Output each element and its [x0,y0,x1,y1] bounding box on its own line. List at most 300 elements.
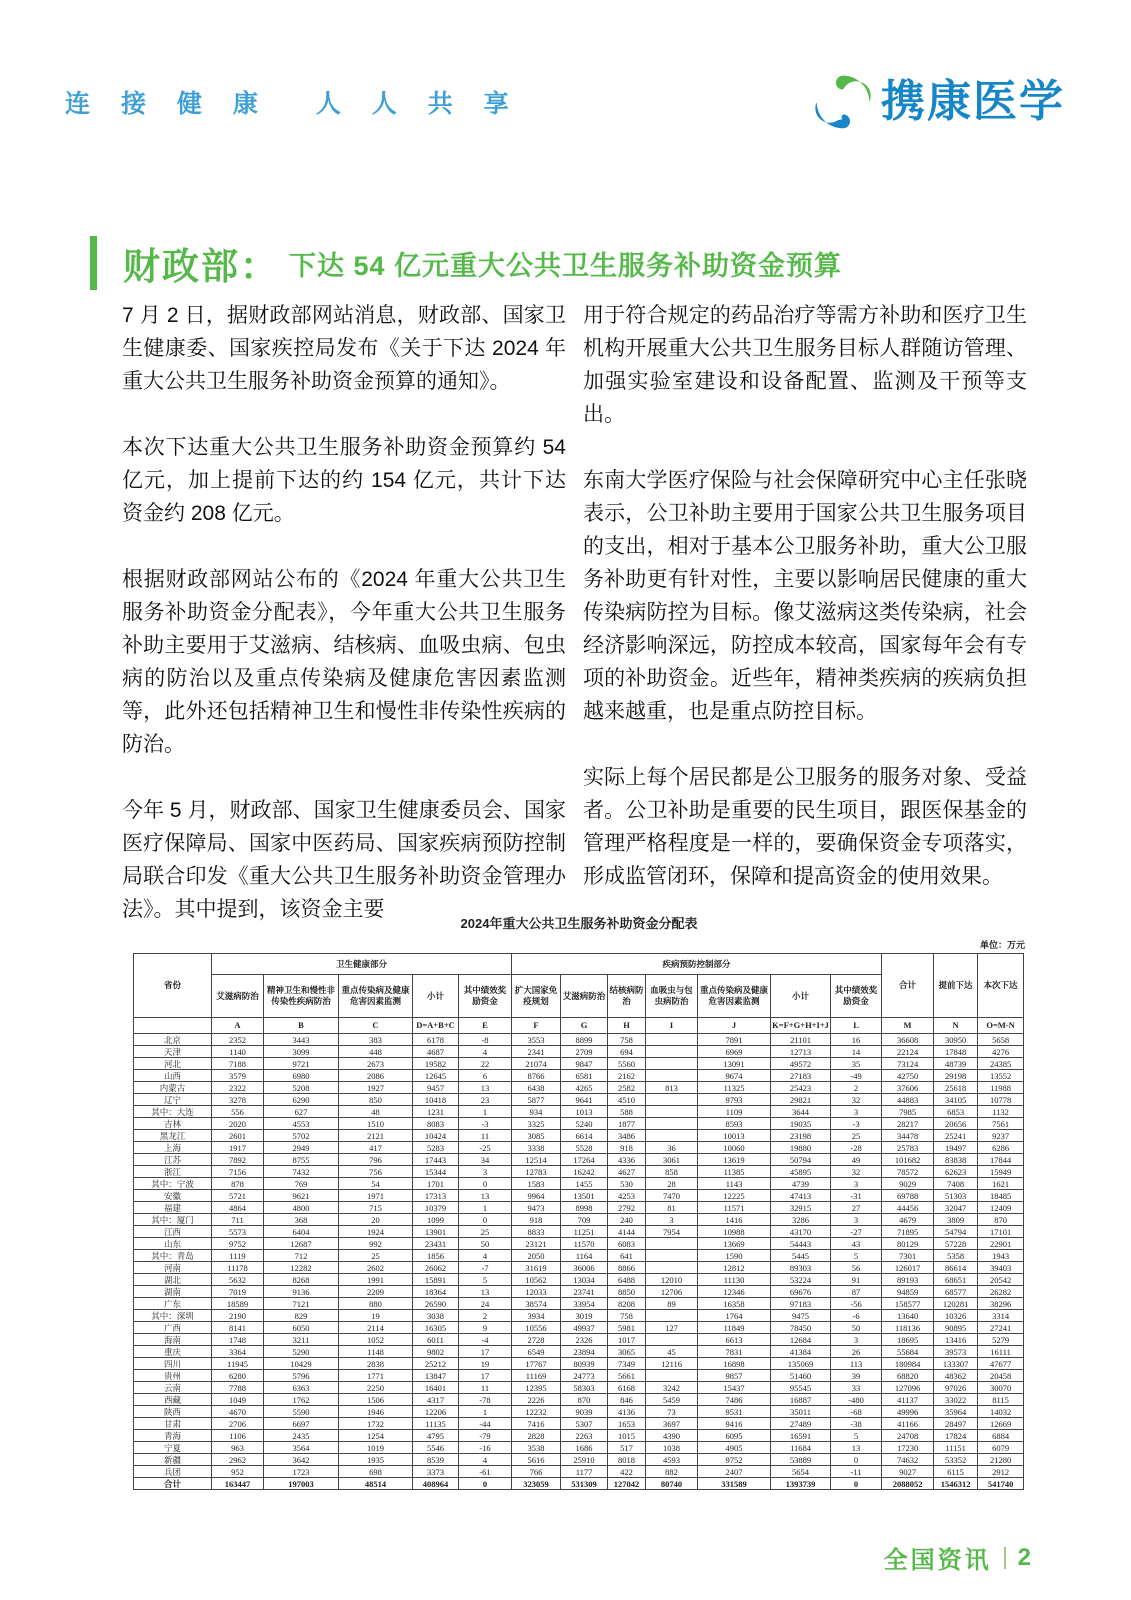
letter-cell: D=A+B+C [413,1018,459,1034]
value-cell [646,1046,698,1058]
value-cell: 74632 [882,1454,934,1466]
value-cell: 27241 [978,1322,1024,1334]
value-cell: 48 [339,1106,413,1118]
value-cell: 9473 [512,1202,561,1214]
paragraph: 用于符合规定的药品治疗等需方补助和医疗卫生机构开展重大公共卫生服务目标人群随访管理、加强实验室建设和设备配置、监测及干预等支出。 [583,304,1027,426]
value-cell: 7891 [698,1034,771,1046]
province-cell: 内蒙古 [134,1082,212,1094]
value-cell: 2326 [561,1334,608,1346]
paragraph: 东南大学医疗保险与社会保障研究中心主任张晓表示，公卫补助主要用于国家公共卫生服务项目的支出，相对于基本公卫服务补助，重大公卫服务补助更有针对性，主要以影响居民健康的重大传染病防控为目标。像艾滋病这类传染病，社会经济影响深远，防控成本较高，国家每年会有专项的补助资金。近些年，精神类疾病的疾病负担越来越重，也是重点防控目标。 [583,469,1027,723]
article-title: 下达 54 亿元重大公共卫生服务补助资金预算 [289,250,843,281]
value-cell: 3278 [212,1094,264,1106]
masthead-slogan [65,84,521,120]
table-title: 2024年重大公共卫生服务补助资金分配表 [460,916,698,931]
value-cell: 1052 [339,1334,413,1346]
value-cell: 41137 [882,1394,934,1406]
province-cell: 合计 [134,1478,212,1490]
brand-swirl-icon [815,74,871,130]
value-cell: 8766 [512,1070,561,1082]
value-cell: 13669 [698,1238,771,1250]
value-cell: 756 [339,1166,413,1178]
value-cell: 35 [831,1058,882,1070]
value-cell: 715 [339,1202,413,1214]
value-cell: 62623 [934,1166,978,1178]
value-cell: 1917 [212,1142,264,1154]
value-cell: 1015 [608,1430,646,1442]
value-cell: 2962 [212,1454,264,1466]
value-cell: 78450 [771,1322,831,1334]
value-cell: 34478 [882,1130,934,1142]
value-cell: 6280 [212,1370,264,1382]
table-row [134,1034,1024,1046]
value-cell: 9237 [978,1130,1024,1142]
value-cell [646,1250,698,1262]
value-cell: 53224 [771,1274,831,1286]
value-cell: 6079 [978,1442,1024,1454]
value-cell: 29198 [934,1070,978,1082]
value-cell: 80740 [646,1478,698,1490]
value-cell: 846 [608,1394,646,1406]
value-cell: 48514 [339,1478,413,1490]
province-cell: 新疆 [134,1454,212,1466]
value-cell: 20542 [978,1274,1024,1286]
group1-header: 卫生健康部分 [212,954,512,975]
value-cell: 97026 [934,1382,978,1394]
value-cell: 878 [212,1178,264,1190]
value-cell: 25241 [934,1130,978,1142]
value-cell: 80939 [561,1358,608,1370]
total-header: 合计 [882,954,934,1018]
value-cell: 240 [608,1214,646,1226]
value-cell: 1038 [646,1442,698,1454]
value-cell: 12282 [264,1262,339,1274]
value-cell: 5573 [212,1226,264,1238]
province-cell: 宁夏 [134,1442,212,1454]
value-cell: 8593 [698,1118,771,1130]
value-cell: 41166 [882,1418,934,1430]
value-cell: 1 [459,1202,512,1214]
value-cell: 5616 [512,1454,561,1466]
value-cell: 12395 [512,1382,561,1394]
value-cell: -16 [459,1442,512,1454]
value-cell: 68577 [934,1286,978,1298]
value-cell: 1164 [561,1250,608,1262]
value-cell: 34105 [934,1094,978,1106]
value-cell: 19880 [771,1142,831,1154]
value-cell: 53352 [934,1454,978,1466]
value-cell: -3 [831,1118,882,1130]
value-cell: 47413 [771,1190,831,1202]
value-cell: 7416 [512,1418,561,1430]
value-cell: 7831 [698,1346,771,1358]
value-cell: 11684 [771,1442,831,1454]
province-cell: 兵团 [134,1466,212,1478]
table-row [134,1466,1024,1478]
value-cell: 3538 [512,1442,561,1454]
province-cell: 甘肃 [134,1418,212,1430]
value-cell: 7301 [882,1250,934,1262]
value-cell: 12706 [646,1286,698,1298]
value-cell: 6884 [978,1430,1024,1442]
value-cell [646,1262,698,1274]
value-cell: 6404 [264,1226,339,1238]
value-cell: 13501 [561,1190,608,1202]
value-cell: 42750 [882,1070,934,1082]
col-header: 扩大国家免疫规划 [512,975,561,1018]
table-row [134,1406,1024,1418]
value-cell: 796 [339,1154,413,1166]
value-cell: 10379 [413,1202,459,1214]
value-cell: 5632 [212,1274,264,1286]
value-cell: 4670 [212,1406,264,1418]
province-cell: 上海 [134,1142,212,1154]
value-cell: 7432 [264,1166,339,1178]
province-cell: 吉林 [134,1118,212,1130]
value-cell: 17824 [934,1430,978,1442]
value-cell: 2 [831,1082,882,1094]
value-cell: 850 [339,1094,413,1106]
value-cell: 11135 [413,1418,459,1430]
table-row [134,1082,1024,1094]
value-cell [646,1238,698,1250]
value-cell: 71895 [882,1226,934,1238]
value-cell: 54794 [934,1226,978,1238]
province-cell: 重庆 [134,1346,212,1358]
value-cell: 34 [459,1154,512,1166]
province-cell: 湖北 [134,1274,212,1286]
value-cell: 5796 [264,1370,339,1382]
value-cell: 101682 [882,1154,934,1166]
value-cell: 882 [646,1466,698,1478]
value-cell: 1686 [561,1442,608,1454]
value-cell: 1 [459,1406,512,1418]
province-cell: 辽宁 [134,1094,212,1106]
value-cell: 1924 [339,1226,413,1238]
value-cell: 14 [831,1046,882,1058]
value-cell: 43170 [771,1226,831,1238]
table-row [134,1202,1024,1214]
paragraph: 实际上每个居民都是公卫服务的服务对象、受益者。公卫补助是重要的民生项目，跟医保基金的管理严格程度是一样的，要确保资金专项落实，形成监管闭环，保障和提高资金的使用效果。 [583,766,1027,888]
value-cell: 4265 [561,1082,608,1094]
value-cell: 13 [459,1190,512,1202]
value-cell: 39573 [934,1346,978,1358]
value-cell: 698 [339,1466,413,1478]
value-cell: 1946 [339,1406,413,1418]
value-cell: 2792 [608,1202,646,1214]
value-cell: 12812 [698,1262,771,1274]
value-cell: 3 [459,1166,512,1178]
value-cell: 133307 [934,1358,978,1370]
value-cell: 6363 [264,1382,339,1394]
value-cell: 4276 [978,1046,1024,1058]
value-cell: 68651 [934,1274,978,1286]
value-cell: 7156 [212,1166,264,1178]
table-row [134,1346,1024,1358]
value-cell: 2190 [212,1310,264,1322]
value-cell: 17767 [512,1358,561,1370]
value-cell: 5290 [264,1346,339,1358]
table-row [134,1370,1024,1382]
value-cell: 408964 [413,1478,459,1490]
value-cell: 4864 [212,1202,264,1214]
value-cell: 27 [831,1202,882,1214]
value-cell: 4253 [608,1190,646,1202]
value-cell: 6969 [698,1046,771,1058]
value-cell: 2601 [212,1130,264,1142]
value-cell: 5590 [264,1406,339,1418]
value-cell: 2728 [512,1334,561,1346]
value-cell: 9457 [413,1082,459,1094]
value-cell: 163447 [212,1478,264,1490]
value-cell: 829 [264,1310,339,1322]
letter-cell: K=F+G+H+I+J [771,1018,831,1034]
value-cell: 8141 [212,1322,264,1334]
value-cell: 25783 [882,1142,934,1154]
letter-cell: N [934,1018,978,1034]
value-cell: 5560 [608,1058,646,1070]
table-row [134,1418,1024,1430]
value-cell: 1877 [608,1118,646,1130]
value-cell: 23198 [771,1130,831,1142]
value-cell: 4739 [771,1178,831,1190]
value-cell: 18364 [413,1286,459,1298]
table-row [134,1178,1024,1190]
value-cell: 0 [459,1178,512,1190]
value-cell: 1132 [978,1106,1024,1118]
value-cell [646,1034,698,1046]
value-cell: 47677 [978,1358,1024,1370]
value-cell: 4905 [698,1442,771,1454]
value-cell: 25618 [934,1082,978,1094]
value-cell: 17230 [882,1442,934,1454]
value-cell: 12010 [646,1274,698,1286]
value-cell: 17264 [561,1154,608,1166]
value-cell: 12645 [413,1070,459,1082]
value-cell: -28 [831,1142,882,1154]
value-cell: 12232 [512,1406,561,1418]
table-row [134,1046,1024,1058]
group2-header: 疾病预防控制部分 [512,954,882,975]
value-cell: 15949 [978,1166,1024,1178]
value-cell: 4390 [646,1430,698,1442]
value-cell: 8539 [413,1454,459,1466]
value-cell: 9721 [264,1058,339,1070]
value-cell: 89193 [882,1274,934,1286]
value-cell: 4510 [608,1094,646,1106]
value-cell: 4687 [413,1046,459,1058]
value-cell: 0 [831,1478,882,1490]
value-cell: 13552 [978,1070,1024,1082]
table-row [134,1442,1024,1454]
value-cell: 1013 [561,1106,608,1118]
value-cell: 3 [831,1178,882,1190]
value-cell: 4317 [413,1394,459,1406]
value-cell: 22124 [882,1046,934,1058]
value-cell: 880 [339,1298,413,1310]
value-cell: 10988 [698,1226,771,1238]
table-body [134,1034,1024,1490]
value-cell: 5459 [646,1394,698,1406]
value-cell: 3 [831,1214,882,1226]
value-cell: 26062 [413,1262,459,1274]
value-cell: 86614 [934,1262,978,1274]
value-cell: 4 [459,1250,512,1262]
value-cell: -4 [459,1334,512,1346]
value-cell: 1856 [413,1250,459,1262]
value-cell: 27183 [771,1070,831,1082]
value-cell: 16242 [561,1166,608,1178]
value-cell: 78572 [882,1166,934,1178]
value-cell: 1590 [698,1250,771,1262]
footer-separator [1004,1547,1006,1569]
letter-cell: J [698,1018,771,1034]
value-cell: 6 [459,1070,512,1082]
value-cell: 11945 [212,1358,264,1370]
value-cell: 1140 [212,1046,264,1058]
value-cell: 6614 [561,1130,608,1142]
table-row [134,1298,1024,1310]
value-cell: 952 [212,1466,264,1478]
value-cell: 35011 [771,1406,831,1418]
value-cell: 7019 [212,1286,264,1298]
value-cell: 7561 [978,1118,1024,1130]
article-body [122,299,1027,959]
province-cell: 安徽 [134,1190,212,1202]
value-cell: 29821 [771,1094,831,1106]
allocation-table-section [133,913,1025,1490]
value-cell: 19 [339,1310,413,1322]
value-cell: 126017 [882,1262,934,1274]
value-cell: 5528 [561,1142,608,1154]
value-cell: 368 [264,1214,339,1226]
value-cell: 20 [339,1214,413,1226]
value-cell: 2602 [339,1262,413,1274]
value-cell: 12346 [698,1286,771,1298]
value-cell: 3038 [413,1310,459,1322]
group-header-row [134,954,1024,975]
province-cell: 青海 [134,1430,212,1442]
value-cell: 7985 [882,1106,934,1118]
value-cell: 90895 [934,1322,978,1334]
value-cell: 32047 [934,1202,978,1214]
value-cell: 10562 [512,1274,561,1286]
col-header: 其中绩效奖励资金 [459,975,512,1018]
value-cell: 1148 [339,1346,413,1358]
value-cell: 25212 [413,1358,459,1370]
value-cell: 13901 [413,1226,459,1238]
value-cell: 12687 [264,1238,339,1250]
table-row [134,1058,1024,1070]
table-row [134,1214,1024,1226]
province-cell: 山东 [134,1238,212,1250]
value-cell: 1943 [978,1250,1024,1262]
value-cell: 2435 [264,1430,339,1442]
value-cell: -49 [831,1070,882,1082]
value-cell: 6697 [264,1418,339,1430]
value-cell: 38296 [978,1298,1024,1310]
value-cell: 1416 [698,1214,771,1226]
value-cell: 11151 [934,1442,978,1454]
value-cell: 4 [459,1454,512,1466]
value-cell: 49937 [561,1322,608,1334]
value-cell: 48739 [934,1058,978,1070]
value-cell: 2088052 [882,1478,934,1490]
value-cell: 87 [831,1286,882,1298]
province-cell: 河南 [134,1262,212,1274]
value-cell: 45895 [771,1166,831,1178]
value-cell: 6168 [608,1382,646,1394]
value-cell: 13 [831,1442,882,1454]
value-cell: 448 [339,1046,413,1058]
value-cell: -3 [459,1118,512,1130]
value-cell: 11 [459,1130,512,1142]
value-cell: 5445 [771,1250,831,1262]
value-cell: 2949 [264,1142,339,1154]
value-cell: 21280 [978,1454,1024,1466]
col-header: 重点传染病及健康危害因素监测 [698,975,771,1018]
value-cell: 383 [339,1034,413,1046]
table-row [134,1154,1024,1166]
value-cell: 49 [831,1154,882,1166]
value-cell: 1935 [339,1454,413,1466]
value-cell: 20458 [978,1370,1024,1382]
value-cell: 9416 [698,1418,771,1430]
value-cell: 16 [831,1034,882,1046]
value-cell: 11169 [512,1370,561,1382]
province-cell: 福建 [134,1202,212,1214]
value-cell: 35964 [934,1406,978,1418]
value-cell: 19582 [413,1058,459,1070]
value-cell: 23894 [561,1346,608,1358]
value-cell: 5654 [771,1466,831,1478]
value-cell: 19035 [771,1118,831,1130]
value-cell: 120281 [934,1298,978,1310]
value-cell: 6178 [413,1034,459,1046]
value-cell: 6115 [934,1466,978,1478]
table-row [134,1358,1024,1370]
letter-row [134,1018,1024,1034]
province-cell: 天津 [134,1046,212,1058]
value-cell: 7188 [212,1058,264,1070]
footer-section-label: 全国资讯 [883,1547,992,1574]
table-row [134,1310,1024,1322]
province-cell: 其中：厦门 [134,1214,212,1226]
value-cell: 24 [459,1298,512,1310]
value-cell: 12783 [512,1166,561,1178]
value-cell: 12033 [512,1286,561,1298]
article-title-prefix: 财政部： [123,246,279,287]
value-cell: 2407 [698,1466,771,1478]
value-cell: 19497 [934,1142,978,1154]
value-cell: 2086 [339,1070,413,1082]
table-row [134,1274,1024,1286]
value-cell: 1764 [698,1310,771,1322]
value-cell: 22901 [978,1238,1024,1250]
footer-page-number: 2 [1017,1543,1031,1571]
value-cell [646,1334,698,1346]
value-cell: 5358 [934,1250,978,1262]
value-cell: 3 [646,1214,698,1226]
value-cell: -8 [459,1034,512,1046]
value-cell: 2322 [212,1082,264,1094]
province-cell: 江西 [134,1226,212,1238]
value-cell: 2582 [608,1082,646,1094]
value-cell [646,1370,698,1382]
value-cell: 5702 [264,1130,339,1142]
value-cell: 323059 [512,1478,561,1490]
value-cell: 9 [459,1322,512,1334]
value-cell: 11988 [978,1082,1024,1094]
